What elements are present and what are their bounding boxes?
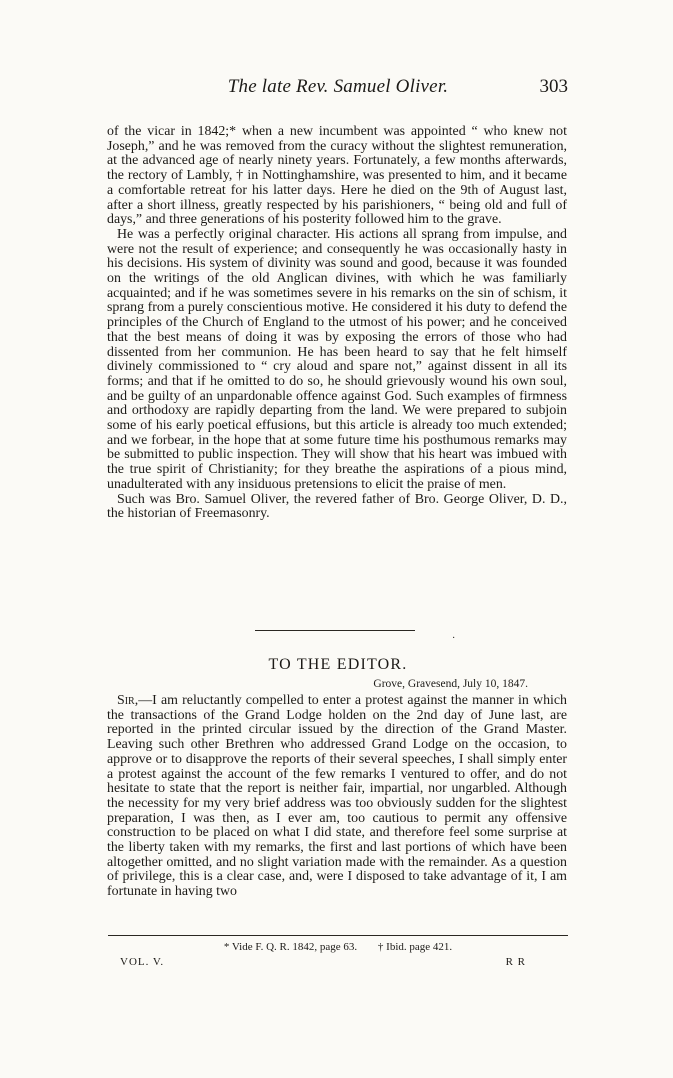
article-paragraph: He was a perfectly original character. His actions all sprang from impulse, and were not the result of experience; and consequently he was occasionally hasty in his decisions. His system of divinity was sound and good, because it was founded on the writings of the old Anglican divines, with which he was familiarly acquainted; and if he was sometimes severe in his remarks on the sin of schism, it sprang from a purely conscientious motive. He considered it his duty to defend the principles of the Church of England to the utmost of his power; and he conceived that the best means of doing it was by exposing the errors of those who had dissented from her communion. He has been heard to say that he felt himself divinely commissioned to “ cry aloud and spare not,” against dissent in all its forms; and that if he omitted to do so, he should grievously wound his own soul, and be guilty of an unpardonable offence against God. Such examples of firmness and orthodoxy are rapidly departing from the land. We were prepared to subjoin some of his early poetical effusions, but this article is already too much extended; and we forbear, in the hope that at some future time his posthumous remarks may be submitted to public inspection. They will show that his heart was imbued with the true spirit of Christianity; for they breathe the aspirations of a pious mind, unadulterated with any insiduous pretensions to elicit the praise of men. xyxy=(107,226,567,492)
article-paragraph: Such was Bro. Samuel Oliver, the revered father of Bro. George Oliver, D. D., the historian of Freemasonry. xyxy=(107,491,567,522)
section-divider xyxy=(255,630,415,631)
running-title: The late Rev. Samuel Oliver. xyxy=(227,76,449,97)
letter-text: —I am reluctantly compelled to enter a protest against the manner in which the transactions of the Grand Lodge holden on the 2nd day of June last, are reported in the printed circular issued by the direction of the Grand Master. Leaving such other Brethren who addressed Grand Lodge on the occasion, to approve or to disapprove the reports of their several speeches, I shall simply enter a protest against the account of the few remarks I ventured to offer, and do not hesitate to state that the report is neither fair, impartial, nor ungarbled. Although the necessity for my very brief address was too obviously sudden for the slightest preparation, I was then, as I ever am, too cautious to permit any offensive construction to be placed on what I did state, and therefore feel some surprise at the liberty taken with my remarks, the first and last portions of which have been altogether omitted, and no slight variation made with the remainder. As a question of privilege, this is a clear case, and, were I disposed to take advantage of it, I am fortunate in having two xyxy=(107,693,567,900)
page-number: 303 xyxy=(539,76,568,97)
footnotes xyxy=(108,941,568,953)
letter-body xyxy=(107,694,567,900)
signature-mark: R R xyxy=(505,956,526,968)
letter-dateline: Grove, Gravesend, July 10, 1847. xyxy=(373,678,528,690)
article-paragraph: of the vicar in 1842;* when a new incumbent was appointed “ who knew not Joseph,” and he was removed from the curacy without the slightest remuneration, at the advanced age of nearly ninety years. Fortunately, a few months afterwards, the rectory of Lambly, † in Nottinghamshire, was presented to him, and it became a comfortable retreat for his latter days. Here he died on the 9th of August last, after a short illness, greatly respected by his parishioners, “ being old and full of days,” and three generations of his posterity followed him to the grave. xyxy=(107,124,567,228)
letter-paragraph xyxy=(107,694,567,900)
page-header xyxy=(108,76,568,102)
footnote-2: † Ibid. page 421. xyxy=(377,941,453,953)
volume-label: VOL. V. xyxy=(120,956,165,968)
footnote-divider xyxy=(108,935,568,936)
article-body xyxy=(107,125,567,522)
letter-salutation: Sir, xyxy=(117,693,139,708)
letter-heading: TO THE EDITOR. xyxy=(268,656,408,673)
footnote-1: * Vide F. Q. R. 1842, page 63. xyxy=(223,941,358,953)
printer-mark: · xyxy=(452,633,456,644)
